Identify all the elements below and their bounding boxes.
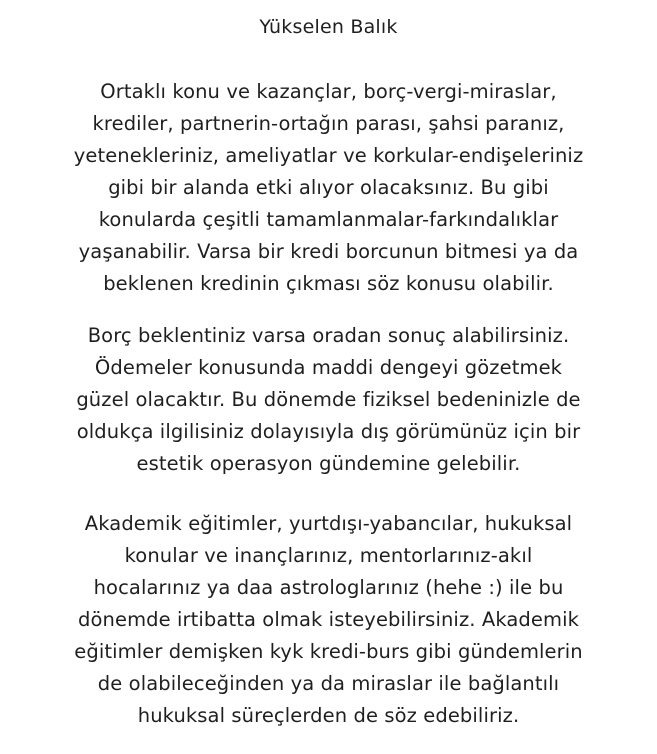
paragraph-3-line: hukuksal süreçlerden de söz edebiliriz. xyxy=(137,704,520,727)
paragraph-3-line: Akademik eğitimler, yurtdışı-yabancılar, hukuksal xyxy=(84,512,573,535)
paragraph-1-line: Ortaklı konu ve kazançlar, borç-vergi-miraslar, xyxy=(100,80,557,103)
paragraph-3-line: dönemde irtibatta olmak isteyebilirsiniz. Akademik xyxy=(78,608,579,631)
paragraph-3-line: de olabileceğinden ya da miraslar ile bağlantılı xyxy=(97,672,560,695)
paragraph-1-line: yaşanabilir. Varsa bir kredi borcunun bitmesi ya da xyxy=(78,240,579,263)
page-title: Yükselen Balık xyxy=(259,16,398,38)
paragraph-3-line: eğitimler demişken kyk kredi-burs gibi gündemlerin xyxy=(74,640,583,663)
paragraph-1-line: gibi bir alanda etki alıyor olacaksınız. Bu gibi xyxy=(108,176,549,199)
paragraph-2-line: Ödemeler konusunda maddi dengeyi gözetmek xyxy=(94,356,563,379)
paragraph-2-line: estetik operasyon gündemine gelebilir. xyxy=(136,452,521,475)
paragraph-1-line: yetenekleriniz, ameliyatlar ve korkular-endişeleriniz xyxy=(73,144,584,167)
paragraph-1-line: konularda çeşitli tamamlanmalar-farkındalıklar xyxy=(98,208,559,231)
paragraph-1-line: krediler, partnerin-ortağın parası, şahsi paranız, xyxy=(92,112,565,135)
paragraph-2-line: oldukça ilgilisiniz dolayısıyla dış görümünüz için bir xyxy=(76,420,581,443)
paragraph-1-line: beklenen kredinin çıkması söz konusu olabilir. xyxy=(103,272,554,295)
paragraph-3-line: konular ve inançlarınız, mentorlarınız-akıl xyxy=(124,544,533,567)
paragraph-2-line: güzel olacaktır. Bu dönemde fiziksel bedeninizle de xyxy=(76,388,581,411)
paragraph-3-line: hocalarınız ya daa astrologlarınız (hehe :) ile bu xyxy=(93,576,564,599)
paragraph-2-line: Borç beklentiniz varsa oradan sonuç alabilirsiniz. xyxy=(87,324,570,347)
